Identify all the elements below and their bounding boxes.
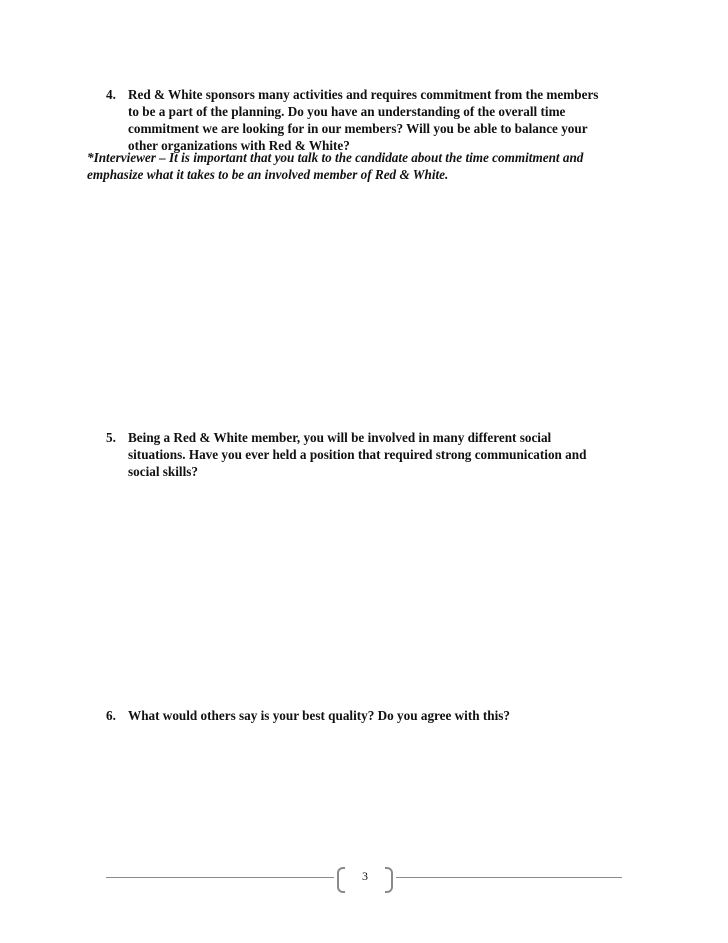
page-number: 3 — [362, 869, 368, 883]
footer-divider-left — [106, 877, 334, 878]
question-line: social skills? — [128, 464, 198, 479]
question-line: What would others say is your best quality? Do you agree with this? — [128, 708, 510, 723]
question-number: 6. — [106, 708, 116, 723]
footer-divider-right — [396, 877, 622, 878]
question-line: situations. Have you ever held a position that required strong communication and — [128, 447, 587, 462]
question-line: to be a part of the planning. Do you have an understanding of the overall time — [128, 104, 566, 119]
question-line: Being a Red & White member, you will be involved in many different social — [128, 430, 552, 445]
question-line: commitment we are looking for in our members? Will you be able to balance your — [128, 121, 588, 136]
question-line: Red & White sponsors many activities and requires commitment from the members — [128, 87, 599, 102]
question-line: other organizations with Red & White? — [128, 138, 350, 153]
interviewer-note — [87, 149, 687, 183]
question-text — [128, 429, 648, 480]
question-text — [128, 86, 648, 154]
question-text — [128, 707, 648, 724]
footer-bracket-right — [385, 867, 393, 893]
question-number: 4. — [106, 87, 116, 102]
note-line: emphasize what it takes to be an involved member of Red & White. — [87, 167, 449, 182]
note-line: *Interviewer – It is important that you talk to the candidate about the time commitment and — [87, 150, 584, 165]
footer-bracket-left — [337, 867, 345, 893]
question-number: 5. — [106, 430, 116, 445]
